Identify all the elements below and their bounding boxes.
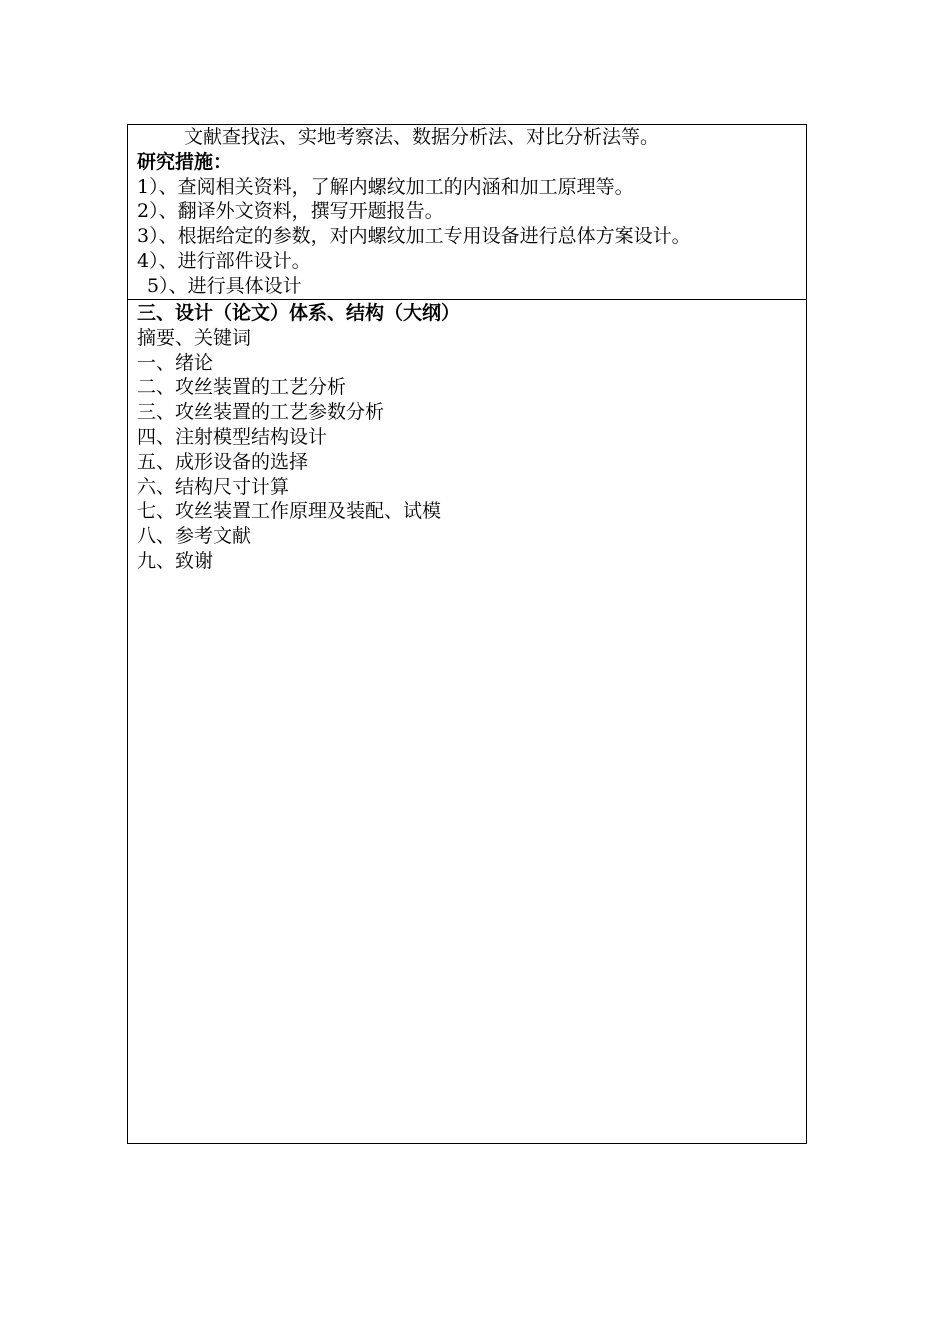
measures-title: 研究措施： [137, 150, 233, 173]
measure-item: 5）、进行具体设计 [147, 274, 302, 297]
measure-item: 2）、翻译外文资料，撰写开题报告。 [137, 200, 444, 223]
methods-line: 文献查找法、实地考察法、数据分析法、对比分析法等。 [184, 126, 660, 148]
outline-item: 七、攻丝装置工作原理及装配、试模 [137, 500, 442, 523]
outline-item: 摘要、关键词 [137, 326, 252, 349]
outline-item: 四、注射模型结构设计 [137, 425, 328, 448]
measure-item: 3）、根据给定的参数，对内螺纹加工专用设备进行总体方案设计。 [137, 225, 691, 248]
proposal-table [127, 124, 807, 1144]
outline-item: 六、结构尺寸计算 [137, 475, 290, 498]
measure-item: 1）、查阅相关资料，了解内螺纹加工的内涵和加工原理等。 [137, 175, 634, 198]
outline-item: 八、参考文献 [137, 525, 252, 548]
outline-item: 五、成形设备的选择 [137, 450, 309, 473]
outline-item: 一、绪论 [137, 351, 214, 374]
outline-cell [128, 300, 806, 1143]
measure-item: 4）、进行部件设计。 [137, 249, 311, 272]
research-methods-cell [128, 125, 806, 300]
outline-title: 三、设计（论文）体系、结构（大纲） [137, 302, 461, 324]
outline-item: 二、攻丝装置的工艺分析 [137, 376, 347, 399]
outline-item: 九、致谢 [137, 549, 214, 572]
outline-item: 三、攻丝装置的工艺参数分析 [137, 401, 385, 424]
